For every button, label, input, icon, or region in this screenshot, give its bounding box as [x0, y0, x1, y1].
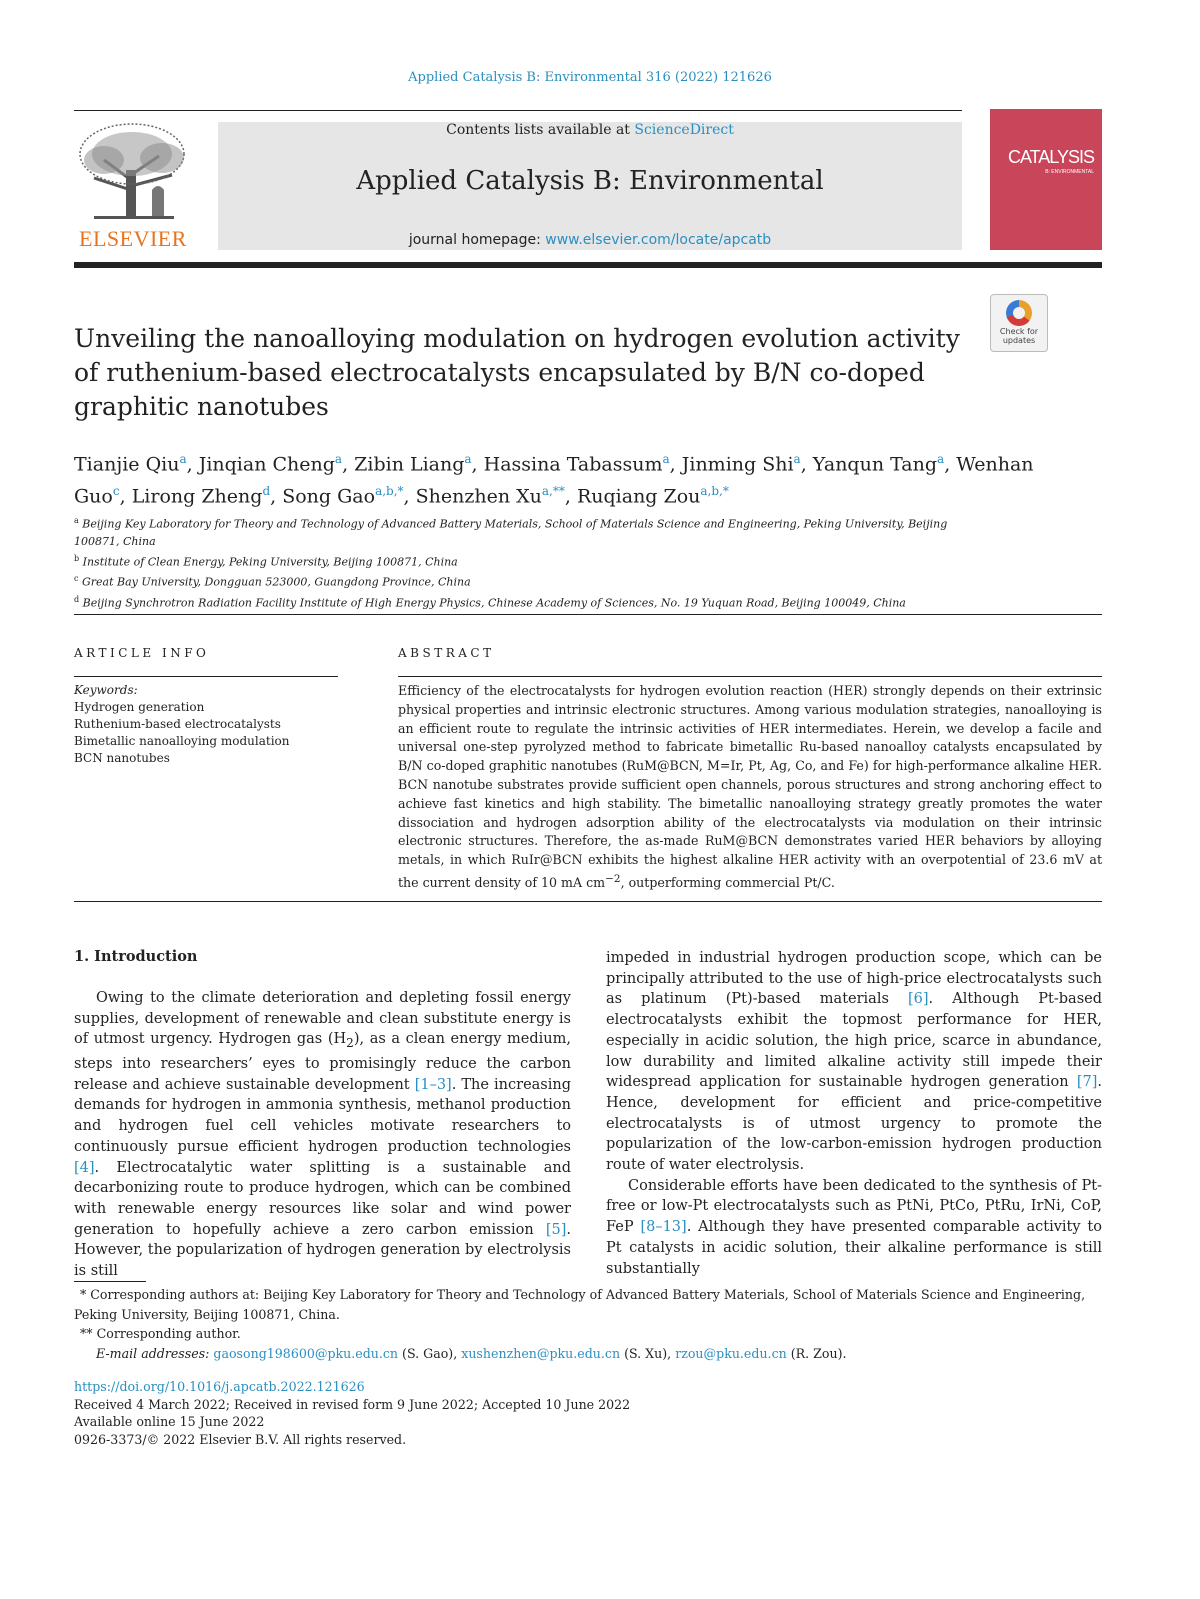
check-updates-label: Check for updates	[999, 327, 1039, 345]
email-owner: (S. Gao),	[398, 1345, 462, 1361]
author-affiliation-marker[interactable]: a	[937, 452, 945, 466]
affiliation-rule	[74, 614, 1102, 615]
abstract-bottom-rule	[74, 901, 1102, 902]
contents-prefix: Contents lists available at	[446, 122, 635, 138]
sciencedirect-link[interactable]: ScienceDirect	[634, 122, 734, 138]
citation-link[interactable]: [4]	[74, 1159, 95, 1176]
contents-line	[218, 122, 962, 138]
author-name: Jinming Shi	[681, 453, 794, 476]
email-owner: (R. Zou).	[786, 1345, 847, 1361]
affiliation-marker: c	[74, 574, 79, 584]
author-affiliation-marker[interactable]: a	[793, 452, 801, 466]
affiliation-item	[74, 512, 974, 550]
abstract-heading: ABSTRACT	[398, 646, 495, 660]
journal-reference-link[interactable]: Applied Catalysis B: Environmental 316 (2022) 121626	[408, 70, 772, 85]
article-info-rule	[74, 676, 338, 677]
abstract-superscript: −2	[605, 872, 621, 885]
author-name: Jinqian Cheng	[198, 453, 335, 476]
email-label: E-mail addresses:	[96, 1345, 210, 1361]
email-link[interactable]: xushenzhen@pku.edu.cn	[461, 1345, 621, 1361]
author-name: Song Gao	[282, 485, 376, 508]
author-affiliation-marker[interactable]: a,b,*	[700, 484, 729, 499]
subscript: 2	[346, 1036, 354, 1051]
author-affiliation-marker[interactable]: c	[112, 484, 120, 499]
intro-right-column	[606, 948, 1102, 1279]
author-name: Zibin Liang	[354, 453, 465, 476]
elsevier-wordmark: ELSEVIER	[79, 226, 187, 251]
journal-title: Applied Catalysis B: Environmental	[356, 166, 824, 196]
abstract-end: , outperforming commercial Pt/C.	[620, 875, 835, 891]
footnotes	[74, 1285, 1102, 1363]
keywords-list	[74, 699, 338, 767]
text-run: . Although they have presented comparable activity to Pt catalysts in acidic solution, their alkaline performance is still substantially	[606, 1219, 1102, 1277]
corresponding-note-1: * Corresponding authors at: Beijing Key Laboratory for Theory and Technology of Advanced Battery Materials, School of Materials Science and Engineering, Peking University, Beijing 100871, China.	[74, 1287, 1086, 1322]
intro-paragraph	[606, 1176, 1102, 1280]
citation-link[interactable]: [6]	[908, 991, 929, 1008]
citation-link[interactable]: [5]	[545, 1221, 567, 1238]
email-link[interactable]: rzou@pku.edu.cn	[675, 1345, 787, 1361]
text-run: impeded in industrial hydrogen production scope, which can be principally attributed to the use of high-price electrocatalysts such as platinum (Pt)-based materials	[606, 950, 1102, 1008]
author-name: Yanqun Tang	[812, 453, 938, 476]
journal-cover-image	[990, 109, 1102, 250]
text-run: . Although Pt-based electrocatalysts exhibit the topmost performance for HER, especially in acidic solution, the high price, scarce in abundance, low durability and limited alkaline activity still impede their widespread application for sustainable hydrogen generation	[606, 991, 1102, 1091]
affiliation-text: Great Bay University, Dongguan 523000, Guangdong Province, China	[81, 575, 471, 589]
copyright: 0926-3373/© 2022 Elsevier B.V. All rights reserved.	[74, 1431, 407, 1447]
author-name: Lirong Zheng	[131, 485, 263, 508]
cover-subtitle: B: ENVIRONMENTAL	[1045, 169, 1094, 175]
author-affiliation-marker[interactable]: a	[334, 452, 343, 466]
keywords-block	[74, 682, 338, 767]
author-name: Wenhan Guo	[74, 453, 1034, 508]
email-owner: (S. Xu),	[620, 1345, 676, 1361]
doi-link[interactable]: https://doi.org/10.1016/j.apcatb.2022.121626	[74, 1379, 365, 1394]
keywords-label: Keywords:	[74, 683, 138, 697]
author-affiliation-marker[interactable]: d	[262, 484, 271, 499]
elsevier-logo	[74, 120, 192, 252]
citation-link[interactable]: [7]	[1076, 1074, 1098, 1091]
abstract-body: Efficiency of the electrocatalysts for hydrogen evolution reaction (HER) strongly depends on their extrinsic physical properties and intrinsic electronic structures. Among various modulation strategies, nanoalloying is an efficient route to regulate the intrinsic activities of HER intermediates. Herein, we develop a facile and universal one-step pyrolyzed method to fabricate bimetallic Ru-based nanoalloy catalysts encapsulated by B/N co-doped graphitic nanotubes (RuM@BCN, M=Ir, Pt, Ag, Co, and Fe) for high-performance alkaline HER. BCN nanotube substrates provide sufficient open channels, porous structures and strong anchoring effect to achieve fast kinetics and high stability. The bimetallic nanoalloying strategy greatly promotes the water dissociation and hydrogen adsorption ability of the electrocatalysts via modulation on their intrinsic electronic structures. Therefore, the as-made RuM@BCN demonstrates varied HER behaviors by alloying metals, in which RuIr@BCN exhibits the highest alkaline HER activity with an overpotential of 23.6 mV at the current density of 10 mA cm	[398, 683, 1102, 891]
abstract-rule	[398, 676, 1102, 677]
crossmark-icon	[1006, 300, 1032, 326]
affiliation-text: Beijing Key Laboratory for Theory and Technology of Advanced Battery Materials, School of Materials Science and Engineering, Peking University, Beijing 100871, China	[74, 517, 948, 548]
received-dates: Received 4 March 2022; Received in revised form 9 June 2022; Accepted 10 June 2022	[74, 1396, 631, 1412]
text-run: . Hence, development for efficient and price-competitive electrocatalysts is of utmost urgency to promote the popularization of the low-carbon-emission hydrogen production route of water electrolysis.	[606, 1074, 1102, 1174]
abstract-text	[398, 682, 1102, 893]
author-name: Tianjie Qiu	[74, 453, 180, 476]
affiliation-item	[74, 591, 974, 612]
introduction-heading: 1. Introduction	[74, 948, 198, 965]
affiliation-item	[74, 550, 974, 571]
paper-title: Unveiling the nanoalloying modulation on hydrogen evolution activity of ruthenium-based electrocatalysts encapsulated by B/N co-doped graphitic nanotubes	[74, 324, 960, 421]
affiliation-text: Beijing Synchrotron Radiation Facility Institute of High Energy Physics, Chinese Academy of Sciences, No. 19 Yuquan Road, Beijing 100049, China	[82, 596, 906, 610]
text-run: . The increasing demands for hydrogen in ammonia synthesis, methanol production and hydrogen fuel cell vehicles motivate researchers to continuously pursue efficient hydrogen production technologies	[74, 1076, 571, 1155]
text-run: . However, the popularization of hydrogen generation by electrolysis is still	[74, 1221, 571, 1280]
text-run: . Electrocatalytic water splitting is a sustainable and decarbonizing route to produce hydrogen, which can be combined with renewable energy resources like solar and wind power generation to hopefully achieve a zero carbon emission	[74, 1159, 571, 1238]
author-affiliation-marker[interactable]: a	[179, 452, 187, 466]
intro-left-column	[74, 988, 571, 1282]
keyword-item: Bimetallic nanoalloying modulation	[74, 734, 290, 748]
footnote-rule	[74, 1281, 146, 1282]
cover-title: CATALYSIS	[1007, 147, 1094, 167]
homepage-link[interactable]: www.elsevier.com/locate/apcatb	[545, 232, 772, 248]
homepage-line	[218, 232, 962, 248]
affiliation-item	[74, 570, 974, 591]
author-list: Tianjie Qiu$^a$, Jinqian Cheng$^a$, Zibin Liang$^a$, Hassina Tabassum$^a$, Jinming Shi$^a$, Yanqun Tang$^a$, Wenhan Guo$^c$, Lirong Zheng$^d$, Song Gao$^{a,b,*}$, Shenzhen $Xu^{a,**}$, Ruqiang Zou$^{a,b,*}$	[74, 452, 1034, 508]
text-run: Considerable efforts have been dedicated to the synthesis of Pt-free or low-Pt electrocatalysts such as PtNi, PtCo, PtRu, IrNi, CoP, FeP	[606, 1177, 1102, 1236]
text-run: ), as a clean energy medium, steps into researchers’ eyes to promisingly reduce the carbon release and achieve sustainable development	[74, 1031, 571, 1093]
affiliation-marker: b	[74, 553, 80, 563]
keyword-item: Ruthenium-based electrocatalysts	[74, 717, 281, 731]
homepage-prefix: journal homepage:	[408, 232, 546, 248]
intro-paragraph	[606, 948, 1102, 1176]
author-name: Shenzhen Xu	[415, 485, 542, 508]
corresponding-note-2: ** Corresponding author.	[80, 1326, 241, 1341]
available-date: Available online 15 June 2022	[74, 1414, 265, 1429]
header-thick-rule	[74, 262, 1102, 268]
check-for-updates-button[interactable]	[990, 294, 1048, 352]
header-rule	[74, 110, 962, 111]
article-info-heading: ARTICLE INFO	[74, 646, 210, 660]
tree-icon	[74, 120, 192, 224]
email-link[interactable]: gaosong198600@pku.edu.cn	[213, 1345, 399, 1361]
keyword-item: BCN nanotubes	[74, 751, 170, 765]
citation-link[interactable]: [1–3]	[414, 1076, 452, 1093]
citation-link[interactable]: [8–13]	[640, 1219, 687, 1236]
publication-info	[74, 1378, 874, 1448]
affiliation-text: Institute of Clean Energy, Peking University, Beijing 100871, China	[82, 555, 458, 569]
author-affiliation-marker[interactable]: a,b,*	[375, 484, 404, 499]
author-affiliation-marker[interactable]: a,**	[541, 484, 565, 499]
email-addresses	[74, 1344, 1102, 1364]
text-run: Owing to the climate deterioration and depleting fossil energy supplies, development of renewable and clean substitute energy is of utmost urgency. Hydrogen gas (H	[74, 990, 571, 1048]
author-affiliation-marker[interactable]: a	[662, 452, 670, 466]
journal-header-box	[218, 122, 962, 250]
affiliation-marker: a	[74, 516, 79, 525]
author-name: Ruqiang Zou	[576, 485, 701, 508]
affiliations	[74, 512, 974, 612]
keyword-item: Hydrogen generation	[74, 700, 205, 714]
affiliation-marker: d	[74, 594, 80, 604]
author-name: Hassina Tabassum	[483, 453, 663, 476]
author-affiliation-marker[interactable]: a	[464, 452, 472, 466]
